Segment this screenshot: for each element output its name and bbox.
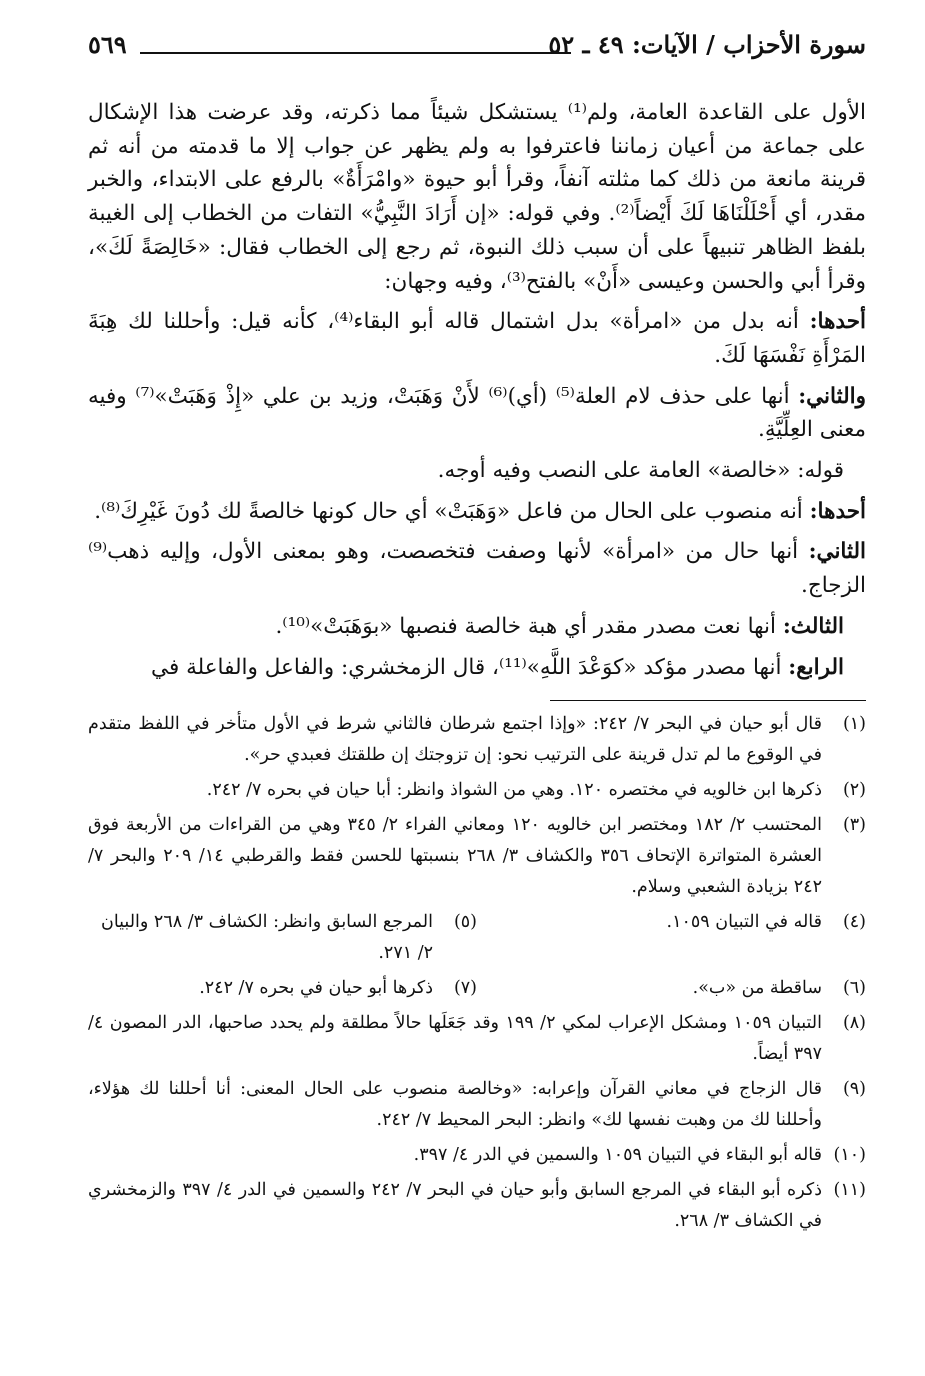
- paragraph-lead: أحدها:: [809, 498, 866, 524]
- footnote-text: قال أبو حيان في البحر ٧/ ٢٤٢: «وإذا اجتمع شرطان فالثاني شرط في الأول متأخر في اللفظ متقدم في الوقوع ما لم تدل قرينة على الترتيب نحو: إن تزوجتك إن طلقتك فعبدي حر».: [88, 714, 822, 766]
- paragraph: الأول على القاعدة العامة، ولم⁽¹⁾ يستشكل شيئاً مما ذكرته، وقد عرضت هذا الإشكال على جماعة من أعيان زماننا فاعترفوا به ولم يظهر عن جواب إلا ما قدمته من أنه ثم قرينة مانعة من ذلك كما مثلته آنفاً، وقرأ أبو حيوة «وامْرَأَةٌ» بالرفع على الابتداء، والخبر مقدر، أي أَحْلَلْنَاهَا لَكَ أَيْضاً⁽²⁾. وفي قوله: «إن أَرَادَ النَّبِيُّ» التفات من الخطاب إلى الغيبة بلفظ الظاهر تنبيهاً على أن سبب ذلك النبوة، ثم رجع إلى الخطاب فقال: «خَالِصَةً لَكَ»، وقرأ أبي والحسن وعيسى «أَنْ» بالفتح⁽³⁾، وفيه وجهان:: [88, 100, 866, 294]
- footnote-text: المحتسب ٢/ ١٨٢ ومختصر ابن خالويه ١٢٠ ومعاني الفراء ٢/ ٣٤٥ وهي من القراءات من الأربعة فوق العشرة المتواترة الإتحاف ٣٥٦ والكشاف ٣/ ٢٦٨ بنسبتها للحسن فقط والقرطبي ١٤/ ٢٠٩ والبحر ٧/ ٢٤٢ بزيادة الشعبي وسلام.: [88, 815, 823, 898]
- paragraph-lead: الثالث:: [782, 613, 844, 639]
- paragraph: والثاني: أنها على حذف لام العلة⁽⁵⁾ (أي)⁽⁶⁾ لأَنْ وَهَبَتْ، وزيد بن علي «إِذْ وَهَبَتْ»⁽⁷⁾ وفيه معنى العِلِّيَّةِ.: [88, 383, 866, 443]
- footnote-number: (٥): [453, 912, 477, 933]
- footnote: [88, 709, 866, 771]
- footnote-number: (١): [842, 714, 866, 735]
- page: [88, 30, 866, 1237]
- footnote-text: ساقطة من «ب».: [692, 978, 822, 999]
- footnote-text: المرجع السابق وانظر: الكشاف ٣/ ٢٦٨ والبيان ٢/ ٢٧١.: [100, 912, 433, 964]
- footnote: [477, 973, 866, 1004]
- footnote: [88, 775, 866, 806]
- footnote-number: (٤): [842, 912, 866, 933]
- paragraph-lead: أحدها:: [809, 309, 866, 335]
- paragraph-lead: الثاني:: [808, 539, 866, 565]
- footnote-pair: [88, 907, 866, 969]
- main-text: [88, 96, 866, 684]
- running-title: سورة الأحزاب / الآيات: ٤٩ ـ ٥٢: [548, 30, 866, 59]
- page-number: ٥٦٩: [88, 30, 127, 59]
- footnote-text: التبيان ١٠٥٩ ومشكل الإعراب لمكي ٢/ ١٩٩ وقد جَعَلَها حالاً مطلقة ولم يحدد صاحبها، الدر المصون ٤/ ٣٩٧ أيضاً.: [88, 1013, 822, 1065]
- footnote: [88, 1008, 866, 1070]
- footnote-number: (٩): [842, 1079, 866, 1100]
- paragraph: الثالث: أنها نعت مصدر مقدر أي هبة خالصة فنصبها «بوَهَبَتْ»⁽¹⁰⁾.: [275, 613, 844, 639]
- footnote: [88, 810, 866, 903]
- footnote-text: قاله أبو البقاء في التبيان ١٠٥٩ والسمين في الدر ٤/ ٣٩٧.: [413, 1145, 822, 1166]
- footnote: [88, 973, 477, 1004]
- footnote: [88, 1074, 866, 1136]
- footnote-number: (٧): [453, 978, 477, 999]
- paragraph: أحدها: أنه منصوب على الحال من فاعل «وَهَبَتْ» أي حال كونها خالصةً لك دُونَ غَيْرِكَ⁽⁸⁾.: [94, 498, 866, 524]
- footnote-number: (٨): [842, 1013, 866, 1034]
- paragraph-lead: والثاني:: [798, 383, 866, 409]
- paragraph: الثاني: أنها حال من «امرأة» لأنها وصفت فتخصصت، وهو بمعنى الأول، وإليه ذهب⁽⁹⁾ الزجاج.: [88, 539, 866, 599]
- paragraph-lead: الرابع:: [788, 654, 844, 680]
- footnote-text: ذكرها أبو حيان في بحره ٧/ ٢٤٢.: [199, 978, 433, 999]
- header-rule: [140, 52, 571, 54]
- footnote-text: قاله في التبيان ١٠٥٩.: [666, 912, 822, 933]
- footnote: [88, 1175, 866, 1237]
- footnote-number: (١١): [833, 1180, 866, 1201]
- footnote-number: (٢): [842, 780, 866, 801]
- footnote-number: (١٠): [833, 1145, 866, 1166]
- footnote-text: ذكرها ابن خالويه في مختصره ١٢٠. وهي من الشواذ وانظر: أبا حيان في بحره ٧/ ٢٤٢.: [206, 780, 822, 801]
- footnote-separator: [550, 700, 866, 701]
- running-header: [88, 30, 866, 62]
- footnote: [88, 1140, 866, 1171]
- footnote: [477, 907, 866, 969]
- paragraph: قوله: «خالصة» العامة على النصب وفيه أوجه.: [437, 458, 844, 484]
- paragraph: الرابع: أنها مصدر مؤكد «كوَعْدَ اللَّهِ»⁽¹¹⁾، قال الزمخشري: والفاعل والفاعلة في: [151, 654, 844, 680]
- paragraph: أحدها: أنه بدل من «امرأة» بدل اشتمال قاله أبو البقاء⁽⁴⁾، كأنه قيل: وأحللنا لك هِبَةَ المَرْأَةِ نَفْسَهَا لَكَ.: [88, 309, 866, 368]
- footnote-text: قال الزجاج في معاني القرآن وإعرابه: «وخالصة منصوب على الحال المعنى: أنا أحللنا لك هؤلاء، وأحللنا لك من وهبت نفسها لك» وانظر: البحر المحيط ٧/ ٢٤٢.: [88, 1079, 822, 1131]
- footnote-number: (٣): [842, 815, 866, 836]
- footnote-pair: [88, 973, 866, 1004]
- footnote-number: (٦): [842, 978, 866, 999]
- footnotes: [88, 709, 866, 1237]
- footnote: [88, 907, 477, 969]
- footnote-text: ذكره أبو البقاء في المرجع السابق وأبو حيان في البحر ٧/ ٢٤٢ والسمين في الدر ٤/ ٣٩٧ والزمخشري في الكشاف ٣/ ٢٦٨.: [88, 1180, 823, 1232]
